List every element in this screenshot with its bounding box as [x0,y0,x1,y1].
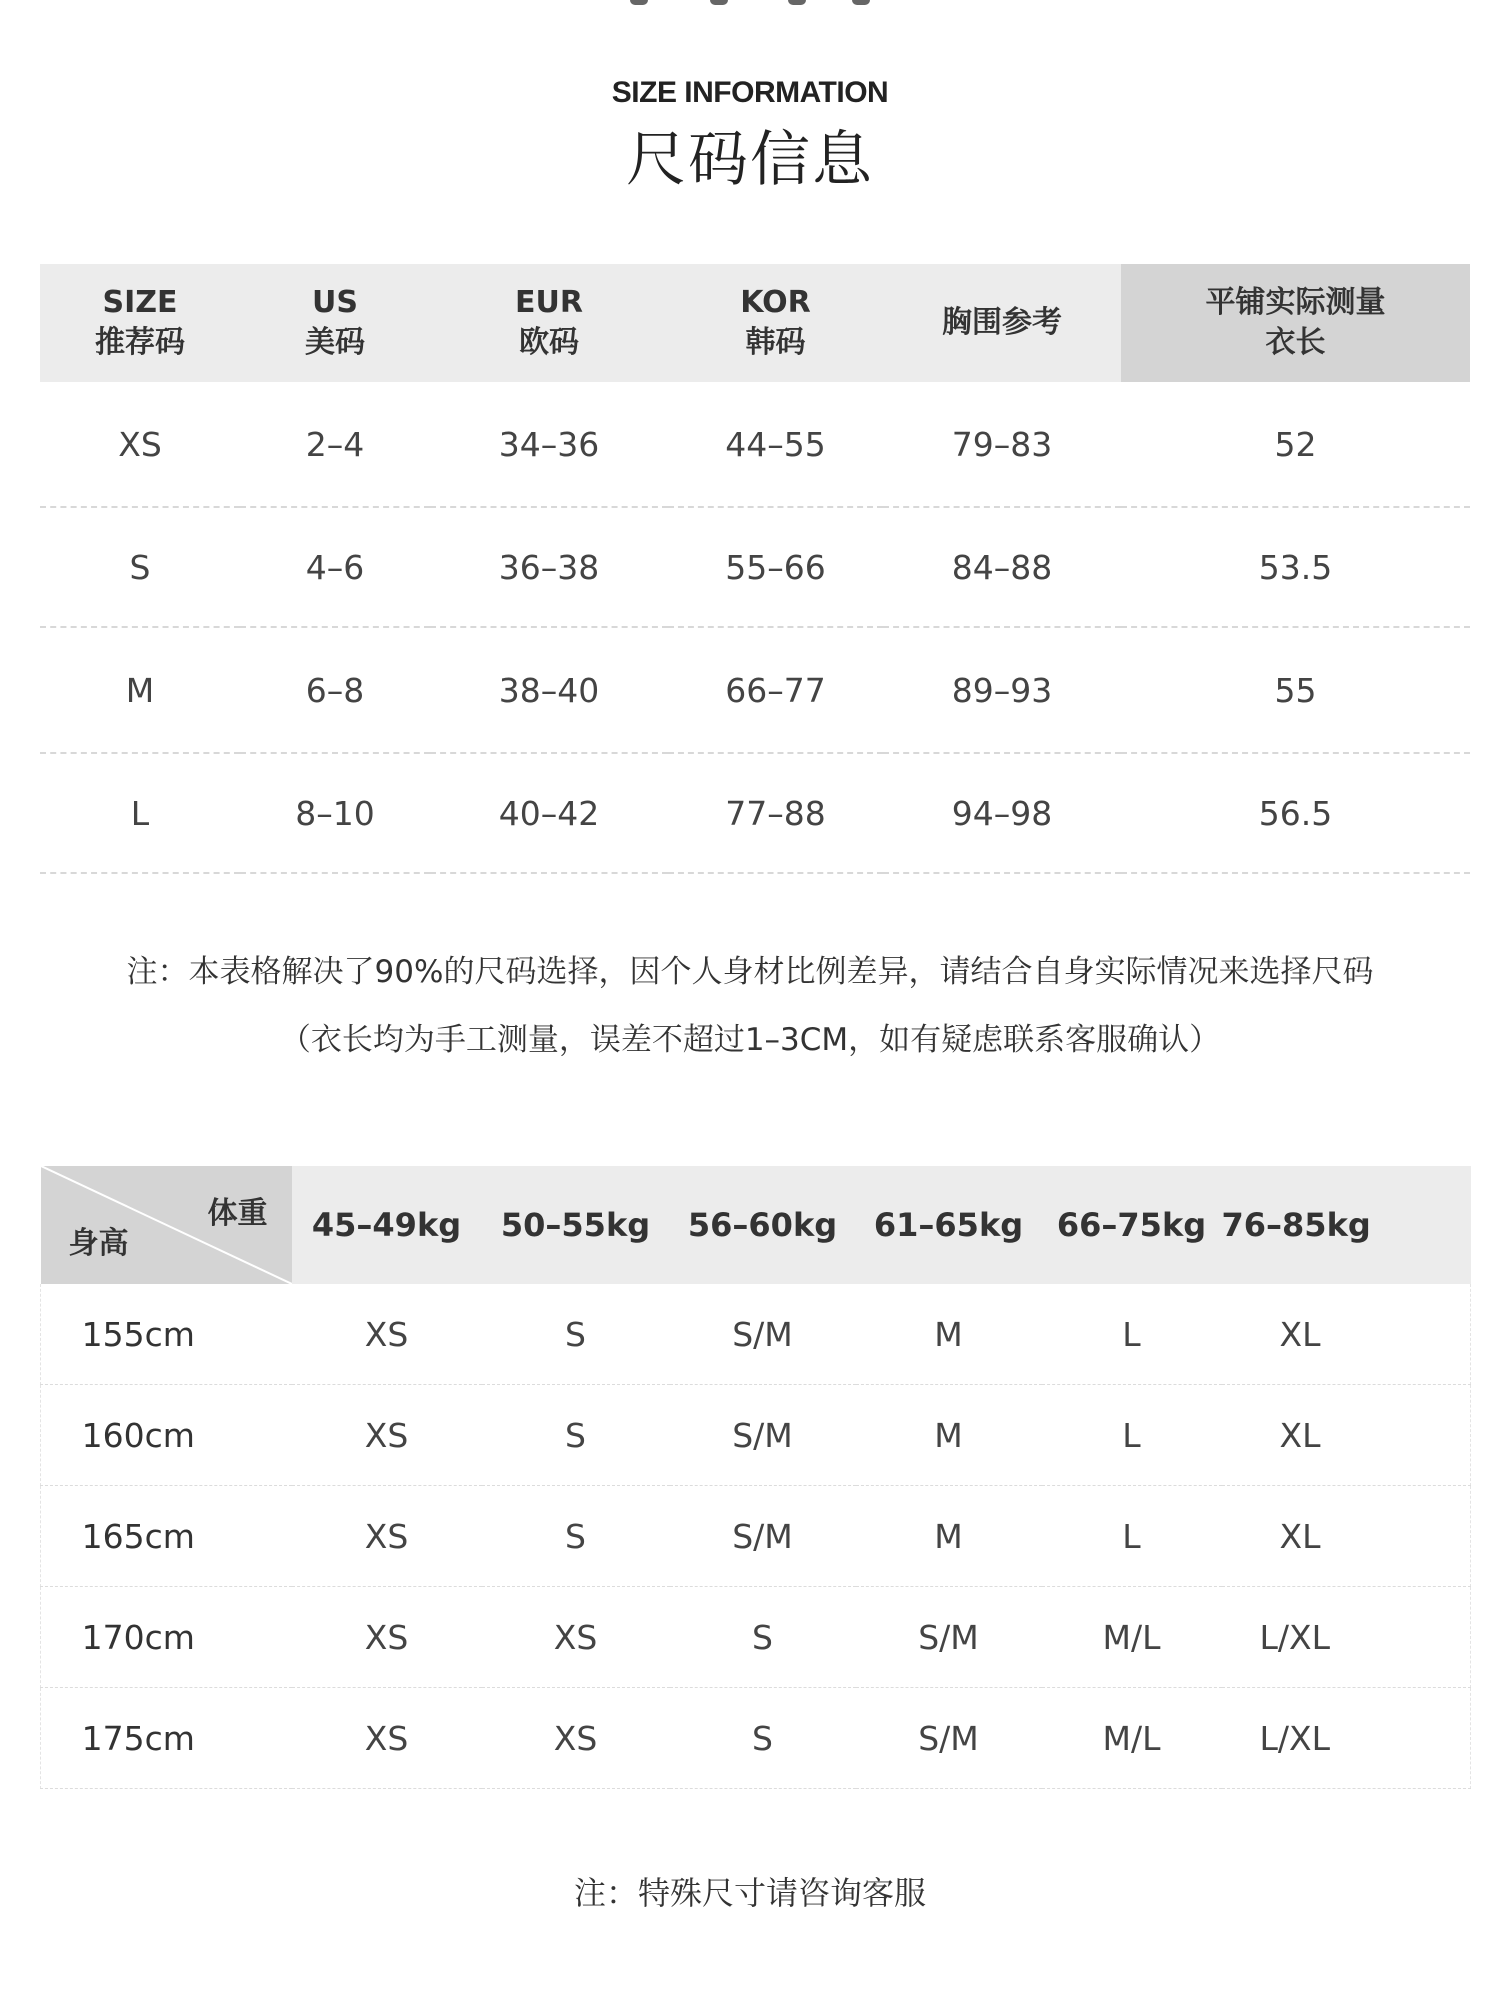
weight-header: 61–65kg [856,1166,1042,1284]
height-axis-label: 身高 [68,1226,129,1261]
size-note: 注：本表格解决了90%的尺码选择，因个人身材比例差异，请结合自身实际情况来选择尺码 [126,954,1374,990]
size-chart-table [40,264,1470,874]
header-kor: KOR 韩码 [668,264,883,382]
measurement-note: （衣长均为手工测量，误差不超过1–3CM，如有疑虑联系客服确认） [279,1022,1221,1058]
table-row: 170cm XS XS S S/M M/L L/XL [41,1587,1471,1688]
header-eur: EUR 欧码 [430,264,668,382]
height-cell: 165cm [41,1486,292,1587]
height-cell: 170cm [41,1587,292,1688]
special-size-note: 注：特殊尺寸请咨询客服 [573,1874,926,1912]
height-cell: 155cm [41,1284,292,1385]
header-length: 平铺实际测量 衣长 [1121,264,1470,382]
cropped-top-fragment [620,0,880,6]
height-cell: 160cm [41,1385,292,1486]
height-cell: 175cm [41,1688,292,1789]
weight-header: 50–55kg [482,1166,670,1284]
size-table-header-row [40,264,1470,382]
table-row: XS 2–4 34–36 44–55 79–83 52 [40,382,1470,507]
corner-header [41,1166,292,1284]
weight-header: 66–75kg [1042,1166,1222,1284]
table-row: S 4–6 36–38 55–66 84–88 53.5 [40,507,1470,627]
header-bust: 胸围参考 [883,264,1121,382]
weight-header: 56–60kg [670,1166,856,1284]
header-us: US 美码 [240,264,430,382]
table-row: M 6–8 38–40 66–77 89–93 55 [40,627,1470,753]
weight-header: 45–49kg [292,1166,482,1284]
table-row: 155cm XS S S/M M L XL [41,1284,1471,1385]
table-row: 160cm XS S S/M M L XL [41,1385,1471,1486]
table-row: 165cm XS S S/M M L XL [41,1486,1471,1587]
weight-header: 76–85kg [1222,1166,1471,1284]
table-row: L 8–10 40–42 77–88 94–98 56.5 [40,753,1470,873]
height-weight-table [40,1166,1471,1789]
header-size: SIZE 推荐码 [40,264,240,382]
heading-chinese: 尺码信息 [626,125,874,195]
heading-english: SIZE INFORMATION [611,76,889,109]
weight-header-row [41,1166,1471,1284]
table-row: 175cm XS XS S S/M M/L L/XL [41,1688,1471,1789]
weight-axis-label: 体重 [207,1196,268,1231]
